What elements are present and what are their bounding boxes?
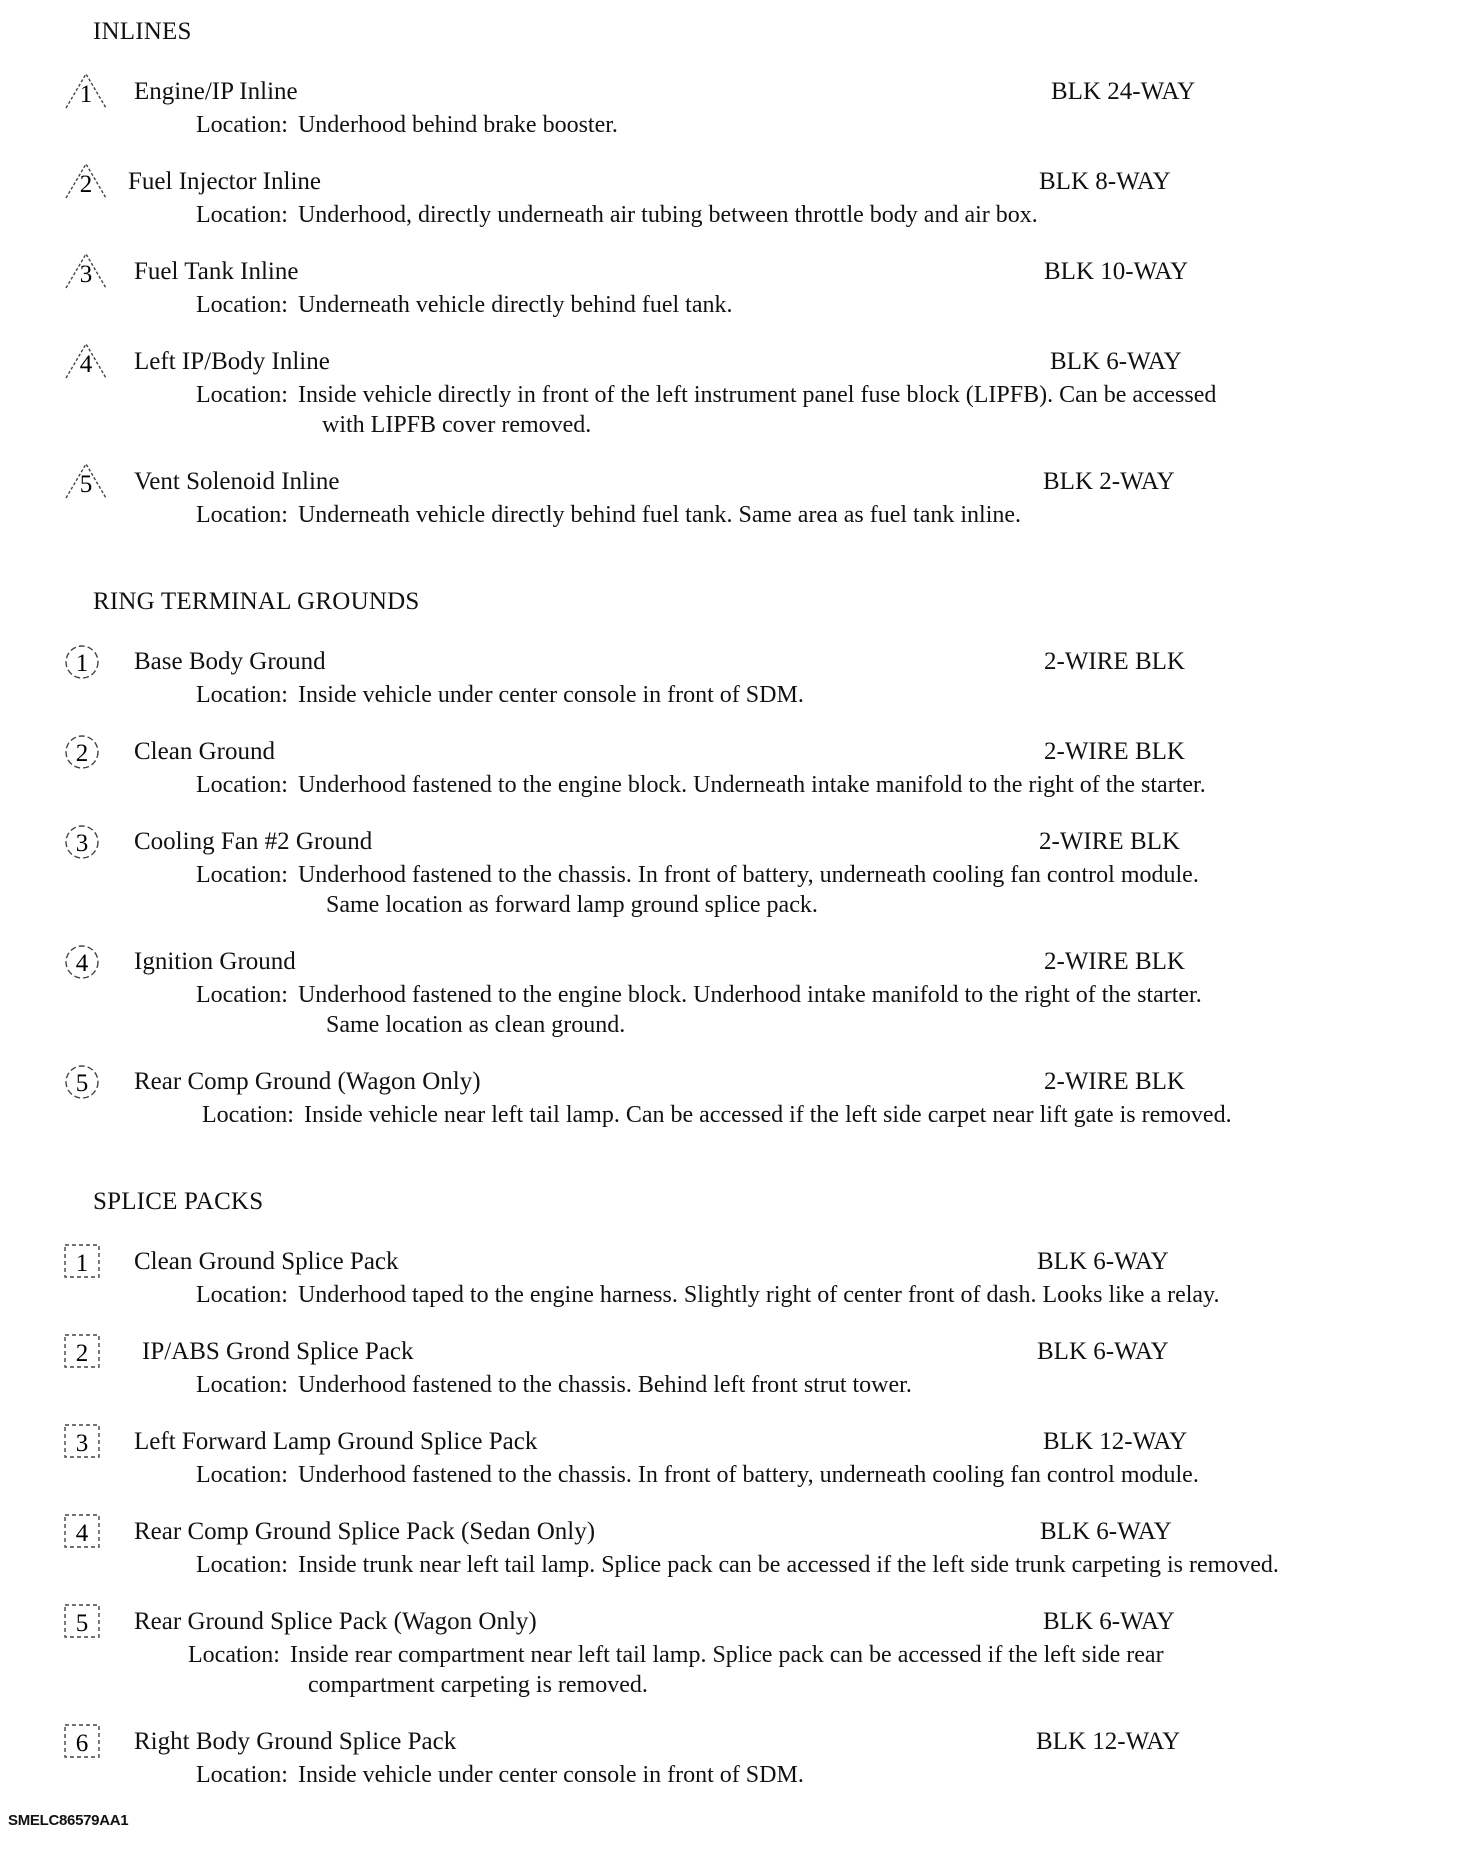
- item-spec: BLK 12-WAY: [1043, 1428, 1188, 1455]
- item-name: Left IP/Body Inline: [134, 348, 330, 375]
- item-location: [188, 1640, 1460, 1700]
- item-spec: BLK 8-WAY: [1039, 168, 1171, 195]
- item-location: [196, 1550, 1460, 1580]
- item-location: [196, 980, 1460, 1040]
- location-text: Inside vehicle near left tail lamp. Can be accessed if the left side carpet near lift gate is removed.: [303, 1102, 1232, 1128]
- item-spec: BLK 10-WAY: [1044, 258, 1189, 285]
- item-location: [196, 110, 1460, 140]
- item-location: [196, 200, 1460, 230]
- location-label: Location:: [196, 1372, 288, 1398]
- item-spec: 2-WIRE BLK: [1039, 828, 1180, 855]
- item-location: [196, 860, 1460, 920]
- location-label: Location:: [196, 502, 288, 528]
- item-spec: BLK 6-WAY: [1050, 348, 1182, 375]
- location-text: Underhood fastened to the chassis. In front of battery, underneath cooling fan control module.: [297, 1462, 1199, 1488]
- callout-number: 2: [79, 171, 93, 198]
- location-label: Location:: [196, 202, 288, 228]
- location-text: Underhood taped to the engine harness. Slightly right of center front of dash. Looks like a relay.: [297, 1282, 1220, 1308]
- item-spec: 2-WIRE BLK: [1044, 948, 1185, 975]
- location-label: Location:: [202, 1102, 294, 1128]
- ground-entry-2: [60, 738, 1460, 800]
- location-continuation: compartment carpeting is removed.: [308, 1672, 648, 1698]
- triangle-callout-icon: [60, 462, 120, 502]
- square-callout-icon: [60, 1332, 120, 1372]
- item-spec: BLK 6-WAY: [1037, 1248, 1169, 1275]
- square-callout-icon: [60, 1422, 120, 1462]
- square-callout-icon: [60, 1242, 120, 1282]
- item-location: [196, 380, 1460, 440]
- callout-number: 4: [75, 950, 89, 977]
- splice-entry-3: [60, 1428, 1460, 1490]
- location-text: Underhood fastened to the chassis. In front of battery, underneath cooling fan control module.: [297, 862, 1199, 888]
- item-location: [196, 1460, 1460, 1490]
- inline-entry-1: [60, 78, 1460, 140]
- item-spec: 2-WIRE BLK: [1044, 1068, 1185, 1095]
- circle-callout-icon: [60, 822, 120, 862]
- item-name: Base Body Ground: [134, 648, 326, 675]
- location-label: Location:: [196, 382, 288, 408]
- item-location: [202, 1100, 1460, 1130]
- location-label: Location:: [196, 1552, 288, 1578]
- item-name: Fuel Tank Inline: [134, 258, 299, 285]
- item-name: Left Forward Lamp Ground Splice Pack: [134, 1428, 538, 1455]
- callout-number: 1: [75, 1250, 89, 1277]
- splice-entry-4: [60, 1518, 1460, 1580]
- item-spec: BLK 6-WAY: [1040, 1518, 1172, 1545]
- location-label: Location:: [196, 982, 288, 1008]
- item-name: Rear Ground Splice Pack (Wagon Only): [134, 1608, 537, 1635]
- item-name: IP/ABS Grond Splice Pack: [142, 1338, 414, 1365]
- callout-number: 4: [75, 1520, 89, 1547]
- splice-entry-5: [60, 1608, 1460, 1700]
- circle-callout-icon: [60, 732, 120, 772]
- item-location: [196, 500, 1460, 530]
- item-spec: BLK 6-WAY: [1037, 1338, 1169, 1365]
- square-callout-icon: [60, 1722, 120, 1762]
- callout-number: 3: [75, 830, 89, 857]
- location-label: Location:: [196, 772, 288, 798]
- item-spec: 2-WIRE BLK: [1044, 648, 1185, 675]
- callout-number: 2: [75, 740, 89, 767]
- item-name: Ignition Ground: [134, 948, 296, 975]
- location-text: Inside rear compartment near left tail lamp. Splice pack can be accessed if the left side rear: [289, 1642, 1164, 1668]
- callout-number: 3: [75, 1430, 89, 1457]
- location-label: Location:: [196, 292, 288, 318]
- triangle-callout-icon: [60, 162, 120, 202]
- circle-callout-icon: [60, 642, 120, 682]
- item-spec: 2-WIRE BLK: [1044, 738, 1185, 765]
- item-name: Rear Comp Ground (Wagon Only): [134, 1068, 481, 1095]
- square-callout-icon: [60, 1602, 120, 1642]
- location-text: Underneath vehicle directly behind fuel tank.: [297, 292, 733, 318]
- ground-entry-3: [60, 828, 1460, 920]
- callout-number: 1: [75, 650, 89, 677]
- section-title-ring-terminal-grounds: RING TERMINAL GROUNDS: [93, 588, 420, 615]
- location-continuation: with LIPFB cover removed.: [322, 412, 592, 438]
- location-text: Underhood, directly underneath air tubing between throttle body and air box.: [297, 202, 1038, 228]
- section-title-inlines: INLINES: [93, 18, 192, 45]
- section-title-splice-packs: SPLICE PACKS: [93, 1188, 264, 1215]
- item-location: [196, 290, 1460, 320]
- location-text: Inside vehicle under center console in front of SDM.: [297, 682, 804, 708]
- callout-number: 1: [79, 81, 93, 108]
- location-label: Location:: [196, 1462, 288, 1488]
- ground-entry-1: [60, 648, 1460, 710]
- inline-entry-4: [60, 348, 1460, 440]
- item-name: Vent Solenoid Inline: [134, 468, 340, 495]
- location-text: Inside vehicle directly in front of the left instrument panel fuse block (LIPFB). Can be accessed: [297, 382, 1217, 408]
- callout-number: 4: [79, 351, 93, 378]
- location-label: Location:: [188, 1642, 280, 1668]
- callout-number: 5: [75, 1070, 89, 1097]
- location-text: Underhood fastened to the engine block. Underneath intake manifold to the right of the starter.: [297, 772, 1206, 798]
- item-name: Right Body Ground Splice Pack: [134, 1728, 457, 1755]
- location-label: Location:: [196, 862, 288, 888]
- location-label: Location:: [196, 1762, 288, 1788]
- item-spec: BLK 12-WAY: [1036, 1728, 1181, 1755]
- splice-entry-1: [60, 1248, 1460, 1310]
- square-callout-icon: [60, 1512, 120, 1552]
- triangle-callout-icon: [60, 72, 120, 112]
- callout-number: 2: [75, 1340, 89, 1367]
- location-text: Underhood fastened to the engine block. Underhood intake manifold to the right of the starter.: [297, 982, 1202, 1008]
- splice-entry-6: [60, 1728, 1460, 1790]
- triangle-callout-icon: [60, 342, 120, 382]
- location-text: Underhood behind brake booster.: [297, 112, 618, 138]
- item-name: Clean Ground: [134, 738, 275, 765]
- item-spec: BLK 2-WAY: [1043, 468, 1175, 495]
- inline-entry-2: [60, 168, 1460, 230]
- figure-code: SMELC86579AA1: [8, 1812, 129, 1829]
- callout-number: 3: [79, 261, 93, 288]
- callout-number: 5: [79, 471, 93, 498]
- circle-callout-icon: [60, 1062, 120, 1102]
- location-text: Underhood fastened to the chassis. Behind left front strut tower.: [297, 1372, 912, 1398]
- item-spec: BLK 6-WAY: [1043, 1608, 1175, 1635]
- item-location: [196, 680, 1460, 710]
- item-name: Clean Ground Splice Pack: [134, 1248, 399, 1275]
- item-name: Engine/IP Inline: [134, 78, 298, 105]
- location-text: Inside vehicle under center console in front of SDM.: [297, 1762, 804, 1788]
- inline-entry-5: [60, 468, 1460, 530]
- ground-entry-5: [60, 1068, 1460, 1130]
- callout-number: 5: [75, 1610, 89, 1637]
- location-label: Location:: [196, 112, 288, 138]
- item-name: Rear Comp Ground Splice Pack (Sedan Only): [134, 1518, 596, 1545]
- location-continuation: Same location as forward lamp ground splice pack.: [326, 892, 818, 918]
- triangle-callout-icon: [60, 252, 120, 292]
- inline-entry-3: [60, 258, 1460, 320]
- item-name: Fuel Injector Inline: [128, 168, 321, 195]
- circle-callout-icon: [60, 942, 120, 982]
- item-spec: BLK 24-WAY: [1051, 78, 1196, 105]
- item-location: [196, 770, 1460, 800]
- location-text: Underneath vehicle directly behind fuel tank. Same area as fuel tank inline.: [297, 502, 1022, 528]
- item-location: [196, 1760, 1460, 1790]
- location-label: Location:: [196, 1282, 288, 1308]
- location-label: Location:: [196, 682, 288, 708]
- splice-entry-2: [60, 1338, 1460, 1400]
- ground-entry-4: [60, 948, 1460, 1040]
- item-name: Cooling Fan #2 Ground: [134, 828, 373, 855]
- item-location: [196, 1280, 1460, 1310]
- location-continuation: Same location as clean ground.: [326, 1012, 626, 1038]
- location-text: Inside trunk near left tail lamp. Splice pack can be accessed if the left side trunk carpeting is removed.: [297, 1552, 1279, 1578]
- item-location: [196, 1370, 1460, 1400]
- callout-number: 6: [75, 1730, 89, 1757]
